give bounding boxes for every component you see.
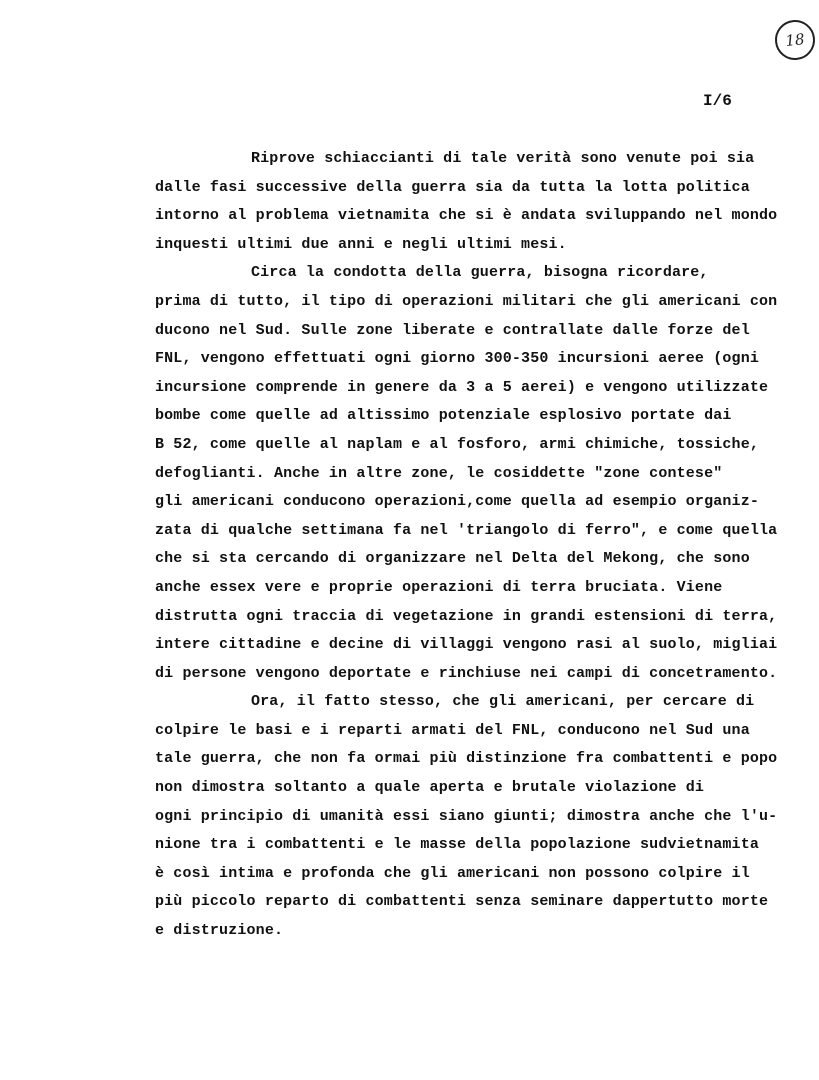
text-line: bombe come quelle ad altissimo potenziale esplosivo portate dai	[155, 407, 732, 425]
text-line: Circa la condotta della guerra, bisogna ricordare,	[251, 264, 709, 282]
text-line: B 52, come quelle al naplam e al fosforo, armi chimiche, tossiche,	[155, 435, 759, 453]
text-line: tale guerra, che non fa ormai più distinzione fra combattenti e popo	[155, 750, 778, 768]
text-line: intorno al problema vietnamita che si è andata sviluppando nel mondo	[155, 207, 778, 225]
text-line: gli americani conducono operazioni,come quella ad esempio organiz-	[155, 493, 759, 511]
text-line: inquesti ultimi due anni e negli ultimi mesi.	[155, 235, 567, 253]
text-line: ogni principio di umanità essi siano giunti; dimostra anche che l'u-	[155, 807, 778, 825]
text-line: distrutta ogni traccia di vegetazione in grandi estensioni di terra,	[155, 607, 778, 625]
text-line: prima di tutto, il tipo di operazioni militari che gli americani con	[155, 292, 778, 310]
body-text	[155, 145, 815, 946]
text-line: più piccolo reparto di combattenti senza seminare dappertutto morte	[155, 893, 769, 911]
text-line: che si sta cercando di organizzare nel Delta del Mekong, che sono	[155, 550, 750, 568]
text-line: dalle fasi successive della guerra sia da tutta la lotta politica	[155, 178, 750, 196]
text-line: Riprove schiaccianti di tale verità sono venute poi sia	[251, 150, 755, 167]
text-line: non dimostra soltanto a quale aperta e brutale violazione di	[155, 779, 705, 797]
text-line: colpire le basi e i reparti armati del FNL, conducono nel Sud una	[155, 721, 750, 739]
page-stamp: 18	[773, 18, 817, 62]
text-line: nione tra i combattenti e le masse della popolazione sudvietnamita	[155, 836, 759, 854]
text-line: Ora, il fatto stesso, che gli americani, per cercare di	[251, 693, 755, 711]
page-number: I/6	[703, 92, 732, 110]
text-line: intere cittadine e decine di villaggi vengono rasi al suolo, migliai	[155, 636, 778, 654]
text-line: è così intima e profonda che gli americani non possono colpire il	[155, 864, 750, 882]
text-line: zata di qualche settimana fa nel 'triangolo di ferro", e come quella	[155, 521, 778, 539]
text-line: e distruzione.	[155, 922, 284, 940]
text-line: ducono nel Sud. Sulle zone liberate e contrallate dalle forze del	[155, 321, 750, 339]
text-line: di persone vengono deportate e rinchiuse nei campi di concetramento.	[155, 664, 778, 682]
text-line: anche essex vere e proprie operazioni di terra bruciata. Viene	[155, 578, 723, 596]
text-line: defoglianti. Anche in altre zone, le cosiddette "zone contese"	[155, 464, 723, 482]
text-line: incursione comprende in genere da 3 a 5 aerei) e vengono utilizzate	[155, 378, 769, 396]
text-line: FNL, vengono effettuati ogni giorno 300-350 incursioni aeree (ogni	[155, 350, 759, 368]
